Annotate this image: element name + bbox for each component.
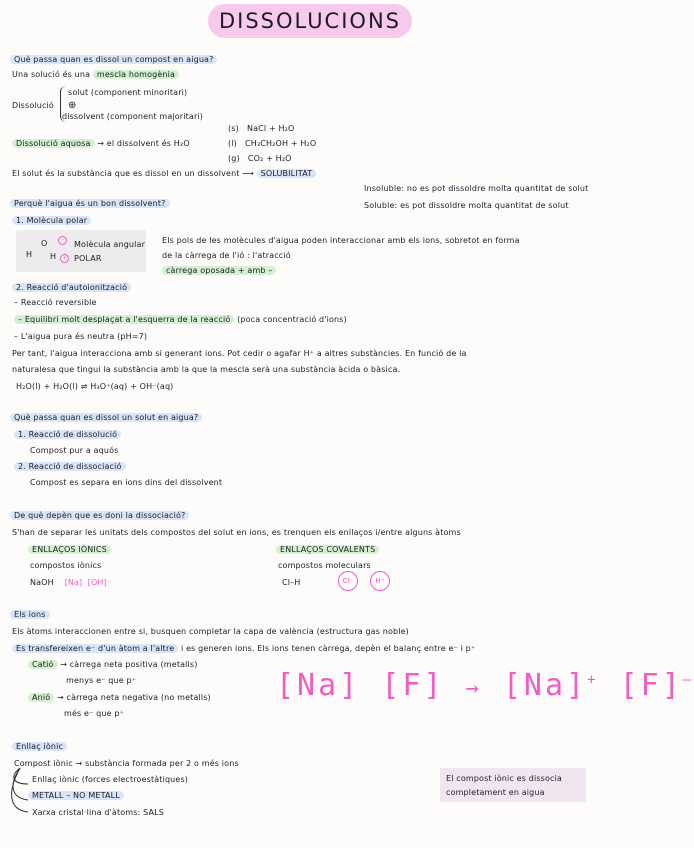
bullet: – Reacció reversible — [14, 298, 97, 307]
hydrogen-atom: H — [50, 252, 57, 261]
text-line: Els pols de les molècules d'aigua poden interaccionar amb els ions, sobretot en forma — [162, 236, 520, 245]
arrow-icon: → — [465, 676, 482, 701]
molecule-shape-label: Molècula angular — [74, 240, 146, 249]
text-line: Els àtoms interaccionen entre si, busquen completar la capa de valència (estructura gas noble) — [12, 627, 409, 636]
state-l: (l) CH₃CH₂OH + H₂O — [228, 139, 317, 148]
paragraph-line: naturalesa que tingui la substància amb la que la mescla serà una substància àcida o bàsica. — [12, 365, 401, 374]
text-line: Enllaç iònic (forces electroestàtiques) — [32, 775, 189, 784]
fluorine-atom: [F] — [381, 668, 445, 703]
section-question: De què depèn que es doni la dissociació? — [10, 511, 189, 520]
subheading: 2. Reacció d'autoionització — [12, 283, 131, 292]
ion-cl: Cl⁻ — [338, 571, 358, 591]
section-question: Què passa quan es dissol un solut en aigua? — [10, 413, 202, 422]
ion-h: H⁺ — [370, 571, 390, 591]
paragraph-line: Per tant, l'aigua interacciona amb si generant ions. Pot cedir o agafar H⁺ a altres substàncies. En funció de la — [12, 349, 467, 358]
ion-na: [Na] — [64, 578, 83, 587]
text-line: S'han de separar les unitats dels compostos del solut en ions, es trenquen els enllaços i/entre alguns àtoms — [12, 528, 461, 537]
state-s: (s) NaCl + H₂O — [228, 124, 295, 133]
hydrogen-atom: H — [26, 250, 33, 259]
insoluble-line: Insoluble: no es pot dissoldre molta quantitat de solut — [364, 184, 589, 193]
section-heading: Els ions — [10, 610, 50, 619]
covalent-example: Cl–H — [282, 578, 301, 587]
equation: H₂O(l) + H₂O(l) ⇌ H₃O⁺(aq) + OH⁻(aq) — [16, 382, 174, 391]
sodium-ion: [Na] — [502, 668, 588, 703]
text-line: compostos iònics — [30, 561, 102, 570]
subheading: 1. Molècula polar — [12, 216, 91, 225]
charge-minus: – — [682, 672, 694, 688]
subheading: 1. Reacció de dissolució — [14, 430, 121, 439]
aquosa-line: Dissolució aquosa → el dissolvent és H₂O — [12, 139, 190, 148]
ionic-example: NaOH [Na] [OH]⁻ — [30, 578, 112, 587]
fluoride-ion: [F] — [619, 668, 683, 703]
soluble-line: Soluble: es pot dissoldre molta quantitat de solut — [364, 201, 569, 210]
text-line: Es transfereixen e⁻ d'un àtom a l'altre i es generen ions. Els ions tenen càrrega, depèn el balanç entre e⁻ i p⁺ — [12, 644, 475, 653]
definition-line: Una solució és una mescla homogènia — [12, 70, 179, 79]
molecule-polar-label: POLAR — [74, 254, 102, 263]
metal-nonmetal: METALL – NO METALL — [28, 791, 124, 800]
section-heading: Enllaç iònic — [12, 742, 67, 751]
page-title: DISSOLUCIONS — [208, 4, 412, 38]
note-box — [440, 768, 586, 802]
oxygen-atom: O — [41, 239, 48, 248]
text-line: càrrega oposada + amb – — [162, 266, 276, 275]
charge-plus: + — [587, 672, 599, 688]
text-line: més e⁻ que p⁺ — [64, 709, 124, 718]
cation-line: Catió → càrrega neta positiva (metalls) — [28, 660, 198, 669]
ion-oh: [OH]⁻ — [87, 578, 112, 587]
negative-charge-icon: – — [58, 236, 67, 245]
ionic-heading: ENLLAÇOS IÒNICS — [28, 545, 111, 554]
solut-item: solut (component minoritari) — [68, 88, 188, 97]
text-line: Compost pur a aquós — [30, 446, 119, 455]
note-line: El compost iònic es dissocia — [446, 774, 562, 783]
dissolucio-label: Dissolució — [12, 101, 54, 110]
note-line: completament en aigua — [446, 788, 545, 797]
state-g: (g) CO₂ + H₂O — [228, 154, 292, 163]
bullet: – L'aigua pura és neutra (pH=7) — [14, 332, 148, 341]
anion-line: Anió → càrrega neta negativa (no metalls) — [28, 693, 211, 702]
plus-icon: ⊕ — [68, 100, 77, 111]
text-line: menys e⁻ que p⁺ — [66, 676, 137, 685]
solut-definition: El solut és la substància que es dissol en un dissolvent ⟶ SOLUBILITAT — [12, 169, 316, 178]
subheading: 2. Reacció de dissociació — [14, 462, 126, 471]
dissolvent-item: dissolvent (component majoritari) — [62, 112, 204, 121]
section-question: Què passa quan es dissol un compost en aigua? — [10, 55, 217, 64]
covalent-heading: ENLLAÇOS COVALENTS — [276, 545, 379, 554]
bullet: – Equilibri molt desplaçat a l'esquerra de la reacció (poca concentració d'ions) — [14, 315, 347, 324]
positive-charge-icon: + — [60, 254, 69, 263]
sodium-atom: [Na] — [276, 668, 361, 703]
text-line: Compost iònic → substància formada per 2 o més ions — [14, 759, 239, 768]
curved-arrows-icon — [8, 766, 34, 814]
molecule-diagram — [16, 230, 146, 272]
text-line: compostos moleculars — [278, 561, 371, 570]
ion-formation-diagram — [276, 668, 694, 703]
section-question: Perquè l'aigua és un bon dissolvent? — [10, 199, 170, 208]
text-line: Compost es separa en ions dins del dissolvent — [30, 478, 223, 487]
text-line: Xarxa cristal·lina d'àtoms: SALS — [32, 808, 164, 817]
text-line: de la càrrega de l'ió : l'atracció — [162, 251, 291, 260]
